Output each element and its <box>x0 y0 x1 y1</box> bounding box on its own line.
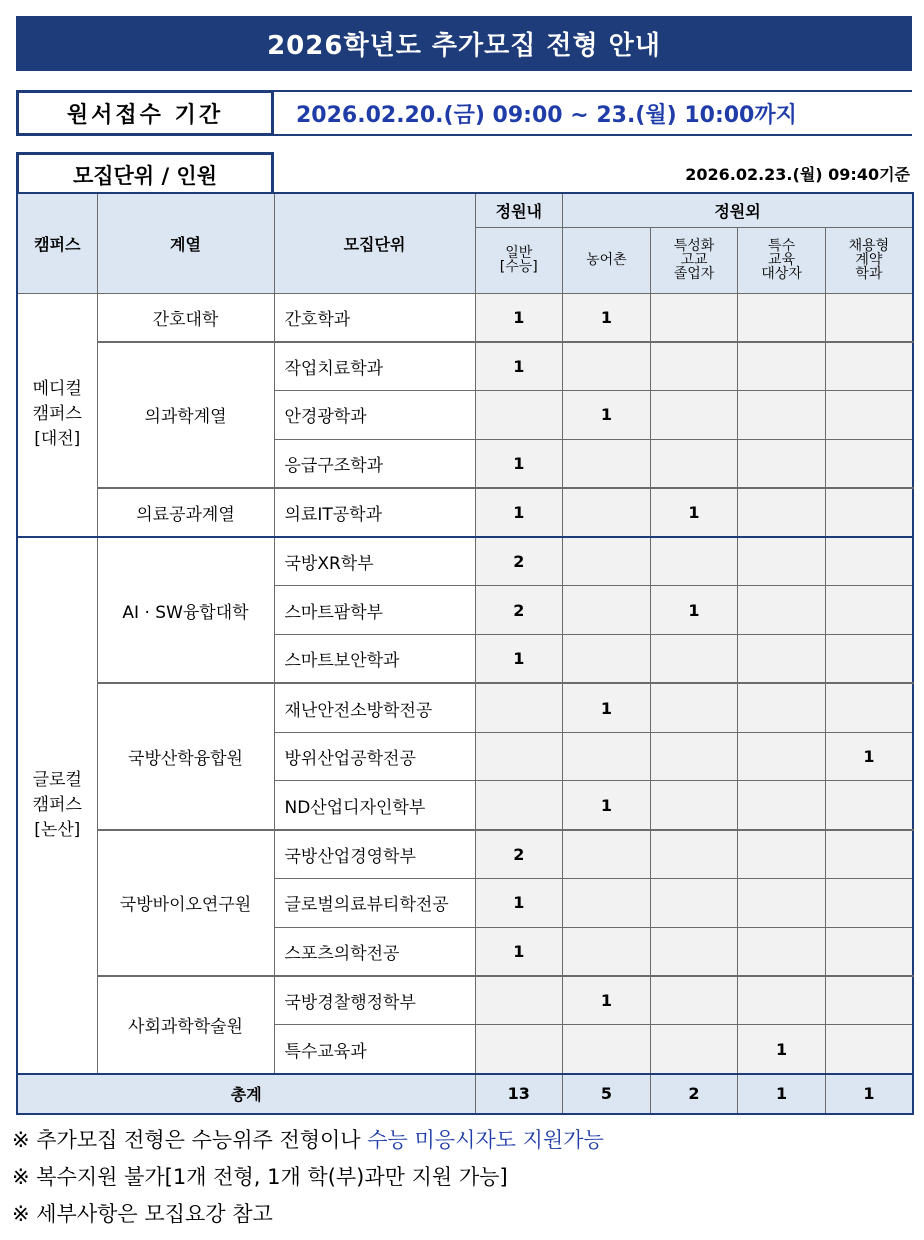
count-contract <box>825 586 913 635</box>
total-contract: 1 <box>825 1074 913 1114</box>
recruitment-units-label: 모집단위 / 인원 <box>16 152 274 194</box>
page-title: 2026학년도 추가모집 전형 안내 <box>16 16 912 71</box>
count-general <box>475 781 563 830</box>
count-rural <box>563 1025 651 1074</box>
count-general: 1 <box>475 879 563 928</box>
campus-cell: 메디컬 캠퍼스 [대전] <box>17 293 97 537</box>
unit-cell: 국방산업경영학부 <box>274 830 475 879</box>
note-1 <box>12 1120 912 1157</box>
count-general: 2 <box>475 586 563 635</box>
application-period-value: 2026.02.20.(금) 09:00 ~ 23.(월) 10:00까지 <box>274 90 912 136</box>
count-special-hs <box>650 537 738 586</box>
count-rural <box>563 342 651 391</box>
unit-cell: 의료IT공학과 <box>274 488 475 537</box>
count-rural <box>563 635 651 684</box>
count-general: 1 <box>475 635 563 684</box>
count-general <box>475 683 563 732</box>
table-row <box>17 683 913 732</box>
header-special-ed: 특수 교육 대상자 <box>738 227 826 293</box>
table-row <box>17 293 913 342</box>
note-3 <box>12 1194 912 1231</box>
count-special-ed <box>738 927 826 976</box>
count-special-ed <box>738 293 826 342</box>
table-row <box>17 976 913 1025</box>
unit-cell: 국방XR학부 <box>274 537 475 586</box>
count-contract <box>825 391 913 440</box>
unit-cell: 국방경찰행정학부 <box>274 976 475 1025</box>
count-rural: 1 <box>563 391 651 440</box>
count-rural <box>563 879 651 928</box>
count-general <box>475 732 563 781</box>
count-rural <box>563 439 651 488</box>
total-special-ed: 1 <box>738 1074 826 1114</box>
unit-cell: 방위산업공학전공 <box>274 732 475 781</box>
count-special-hs <box>650 976 738 1025</box>
count-contract <box>825 293 913 342</box>
count-general: 2 <box>475 537 563 586</box>
count-special-hs <box>650 830 738 879</box>
count-contract <box>825 879 913 928</box>
count-contract <box>825 683 913 732</box>
header-out-quota: 정원외 <box>563 193 913 227</box>
count-special-hs <box>650 732 738 781</box>
unit-cell: 작업치료학과 <box>274 342 475 391</box>
count-special-ed <box>738 976 826 1025</box>
count-special-hs <box>650 879 738 928</box>
count-special-ed <box>738 342 826 391</box>
count-contract: 1 <box>825 732 913 781</box>
total-general: 13 <box>475 1074 563 1114</box>
count-special-ed <box>738 537 826 586</box>
count-rural: 1 <box>563 683 651 732</box>
count-general: 2 <box>475 830 563 879</box>
count-special-hs <box>650 1025 738 1074</box>
count-special-ed <box>738 586 826 635</box>
count-rural <box>563 732 651 781</box>
unit-cell: 스포츠의학전공 <box>274 927 475 976</box>
count-contract <box>825 927 913 976</box>
note-3-text: ※ 세부사항은 모집요강 참고 <box>12 1201 273 1226</box>
note-1-highlight: 수능 미응시자도 지원가능 <box>367 1127 604 1152</box>
count-rural: 1 <box>563 293 651 342</box>
count-contract <box>825 342 913 391</box>
unit-cell: 글로벌의료뷰티학전공 <box>274 879 475 928</box>
recruitment-table <box>16 192 914 1115</box>
series-cell: 의료공과계열 <box>97 488 274 537</box>
count-rural: 1 <box>563 781 651 830</box>
count-special-ed <box>738 488 826 537</box>
unit-cell: 안경광학과 <box>274 391 475 440</box>
header-campus: 캠퍼스 <box>17 193 97 293</box>
count-general <box>475 391 563 440</box>
unit-cell: 특수교육과 <box>274 1025 475 1074</box>
count-general: 1 <box>475 342 563 391</box>
total-special-hs: 2 <box>650 1074 738 1114</box>
count-rural <box>563 830 651 879</box>
count-special-ed <box>738 781 826 830</box>
count-general <box>475 1025 563 1074</box>
count-rural <box>563 488 651 537</box>
application-period-label: 원서접수 기간 <box>16 90 274 136</box>
count-special-hs <box>650 391 738 440</box>
count-special-ed <box>738 732 826 781</box>
count-special-ed <box>738 830 826 879</box>
header-special-hs: 특성화 고교 졸업자 <box>650 227 738 293</box>
table-row <box>17 830 913 879</box>
note-2-text: ※ 복수지원 불가[1개 전형, 1개 학(부)과만 지원 가능] <box>12 1164 508 1189</box>
series-cell: 국방바이오연구원 <box>97 830 274 976</box>
count-special-hs <box>650 293 738 342</box>
series-cell: 간호대학 <box>97 293 274 342</box>
count-special-hs <box>650 635 738 684</box>
count-special-hs: 1 <box>650 488 738 537</box>
count-special-ed <box>738 391 826 440</box>
unit-cell: 스마트보안학과 <box>274 635 475 684</box>
total-label: 총계 <box>17 1074 475 1114</box>
count-special-ed <box>738 683 826 732</box>
count-rural: 1 <box>563 976 651 1025</box>
count-contract <box>825 781 913 830</box>
total-rural: 5 <box>563 1074 651 1114</box>
unit-cell: 재난안전소방학전공 <box>274 683 475 732</box>
count-general <box>475 976 563 1025</box>
count-rural <box>563 537 651 586</box>
unit-cell: 스마트팜학부 <box>274 586 475 635</box>
unit-cell: 간호학과 <box>274 293 475 342</box>
table-row <box>17 342 913 391</box>
count-general: 1 <box>475 927 563 976</box>
header-unit: 모집단위 <box>274 193 475 293</box>
count-special-ed <box>738 439 826 488</box>
count-special-hs <box>650 683 738 732</box>
count-special-ed: 1 <box>738 1025 826 1074</box>
table-row <box>17 488 913 537</box>
count-special-ed <box>738 635 826 684</box>
count-contract <box>825 537 913 586</box>
series-cell: 사회과학학술원 <box>97 976 274 1074</box>
series-cell: 의과학계열 <box>97 342 274 488</box>
series-cell: 국방산학융합원 <box>97 683 274 829</box>
header-in-quota: 정원내 <box>475 193 563 227</box>
table-row <box>17 537 913 586</box>
count-special-hs <box>650 439 738 488</box>
count-special-hs <box>650 927 738 976</box>
count-special-ed <box>738 879 826 928</box>
count-special-hs: 1 <box>650 586 738 635</box>
header-general: 일반 [수능] <box>475 227 563 293</box>
unit-cell: ND산업디자인학부 <box>274 781 475 830</box>
count-contract <box>825 635 913 684</box>
count-special-hs <box>650 342 738 391</box>
count-general: 1 <box>475 293 563 342</box>
series-cell: AI · SW융합대학 <box>97 537 274 683</box>
notes <box>12 1120 912 1231</box>
count-general: 1 <box>475 439 563 488</box>
count-rural <box>563 927 651 976</box>
count-contract <box>825 976 913 1025</box>
count-contract <box>825 488 913 537</box>
note-1-text: ※ 추가모집 전형은 수능위주 전형이나 <box>12 1127 368 1152</box>
campus-cell: 글로컬 캠퍼스 [논산] <box>17 537 97 1074</box>
note-2 <box>12 1157 912 1194</box>
header-rural: 농어촌 <box>563 227 651 293</box>
count-special-hs <box>650 781 738 830</box>
count-contract <box>825 830 913 879</box>
count-general: 1 <box>475 488 563 537</box>
count-contract <box>825 1025 913 1074</box>
unit-cell: 응급구조학과 <box>274 439 475 488</box>
count-rural <box>563 586 651 635</box>
as-of-timestamp: 2026.02.23.(월) 09:40기준 <box>685 165 910 184</box>
header-contract: 채용형 계약 학과 <box>825 227 913 293</box>
count-contract <box>825 439 913 488</box>
header-series: 계열 <box>97 193 274 293</box>
